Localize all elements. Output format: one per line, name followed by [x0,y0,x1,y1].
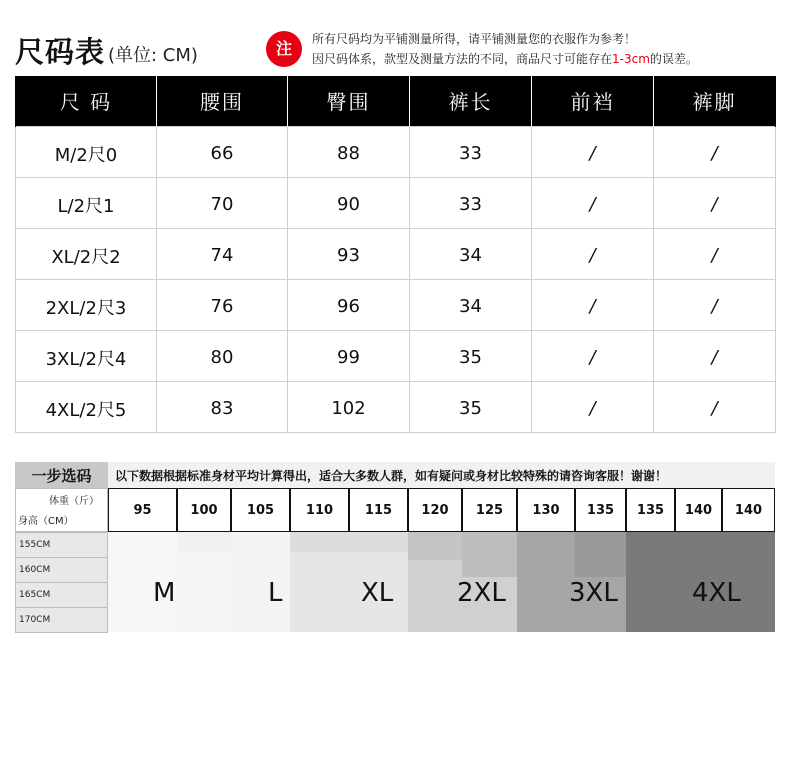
size-zone [462,532,517,577]
cell-front-rise: / [532,381,654,432]
cell-waist: 76 [157,279,288,330]
weight-cell: 135 [626,488,675,532]
weight-cell: 115 [349,488,408,532]
weight-cell: 100 [177,488,231,532]
axis-corner [15,488,108,532]
weight-cell: 135 [575,488,626,532]
size-zone-label: 4XL [692,578,741,608]
cell-leg-opening: / [654,228,776,279]
size-zone [290,532,408,552]
cell-hip: 88 [288,126,410,177]
height-axis-label: 身高（CM） [18,516,74,527]
cell-size: 4XL/2尺5 [16,381,157,432]
cell-waist: 83 [157,381,288,432]
unit-label: (单位: CM) [108,45,198,66]
cell-leg-opening: / [654,381,776,432]
header-size: 尺 码 [16,76,157,126]
height-cell: 170CM [15,607,108,633]
fit-guide-header [15,462,775,490]
note-line-2-suffix: 的误差。 [649,52,698,66]
size-zone-label: L [268,578,283,608]
cell-size: 3XL/2尺4 [16,330,157,381]
size-zone-label: XL [361,578,394,608]
cell-length: 34 [410,279,532,330]
weight-cell: 120 [408,488,462,532]
weight-cell: 105 [231,488,290,532]
header-front-rise: 前裆 [532,76,654,126]
size-zone-label: 3XL [569,578,618,608]
cell-size: 2XL/2尺3 [16,279,157,330]
weight-cell: 110 [290,488,349,532]
weight-cell: 125 [462,488,517,532]
weight-row [15,488,775,532]
weight-cell: 140 [675,488,722,532]
note-line-2-prefix: 因尺码体系，款型及测量方法的不同，商品尺寸可能存在 [312,52,613,66]
cell-length: 33 [410,126,532,177]
table-row [16,279,776,330]
cell-hip: 102 [288,381,410,432]
weight-cell: 95 [108,488,177,532]
height-cell: 155CM [15,532,108,558]
fit-guide-description: 以下数据根据标准身材平均计算得出，适合大多数人群，如有疑问或身材比较特殊的请咨询客服！谢谢！ [115,469,668,483]
cell-leg-opening: / [654,177,776,228]
cell-waist: 80 [157,330,288,381]
note-badge: 注 [266,31,302,67]
page-title: 尺码表 [15,35,106,69]
size-table [15,76,776,433]
size-zone-label: M [153,578,176,608]
header-waist: 腰围 [157,76,288,126]
cell-length: 35 [410,381,532,432]
header-leg-opening: 裤脚 [654,76,776,126]
table-row [16,228,776,279]
note-line-1: 所有尺码均为平铺测量所得，请平铺测量您的衣服作为参考！ [312,32,637,46]
cell-leg-opening: / [654,330,776,381]
header-length: 裤长 [410,76,532,126]
size-zone [177,532,231,552]
table-row [16,330,776,381]
cell-front-rise: / [532,126,654,177]
cell-waist: 74 [157,228,288,279]
weight-cell: 130 [517,488,575,532]
table-row [16,126,776,177]
height-cell: 160CM [15,557,108,583]
cell-length: 35 [410,330,532,381]
table-row [16,177,776,228]
cell-waist: 66 [157,126,288,177]
cell-hip: 93 [288,228,410,279]
table-row [16,381,776,432]
size-zone [575,532,626,577]
height-cell: 165CM [15,582,108,608]
size-zone-label: 2XL [457,578,506,608]
header-hip: 臀围 [288,76,410,126]
cell-length: 33 [410,177,532,228]
cell-hip: 90 [288,177,410,228]
cell-size: L/2尺1 [16,177,157,228]
weight-axis-label: 体重（斤） [49,496,99,507]
cell-hip: 99 [288,330,410,381]
cell-front-rise: / [532,330,654,381]
fit-guide-label: 一步选码 [15,462,108,490]
size-table-header-row [16,76,776,126]
cell-size: XL/2尺2 [16,228,157,279]
weight-cell: 140 [722,488,775,532]
cell-front-rise: / [532,279,654,330]
cell-front-rise: / [532,177,654,228]
cell-hip: 96 [288,279,410,330]
cell-leg-opening: / [654,126,776,177]
cell-size: M/2尺0 [16,126,157,177]
note-tolerance: 1-3cm [612,52,650,66]
cell-waist: 70 [157,177,288,228]
cell-leg-opening: / [654,279,776,330]
fit-guide [15,462,775,632]
note-line-2 [312,51,698,67]
cell-front-rise: / [532,228,654,279]
cell-length: 34 [410,228,532,279]
